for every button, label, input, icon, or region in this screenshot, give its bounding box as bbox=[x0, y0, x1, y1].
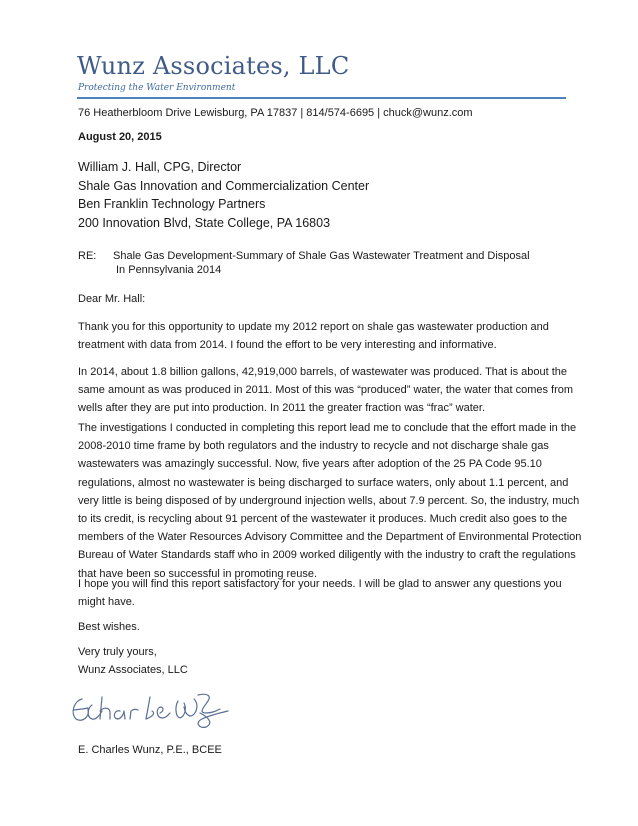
paragraph-line: same amount as was produced in 2011. Most of this was “produced” water, the water that comes from bbox=[78, 384, 574, 397]
paragraph-line: I hope you will find this report satisfactory for your needs. I will be glad to answer any questions you bbox=[78, 578, 562, 590]
paragraph-line: members of the Water Resources Advisory Committee and the Department of Environmental Protection bbox=[78, 531, 582, 544]
subject-label: RE: bbox=[78, 250, 97, 262]
paragraph-line: 2008-2010 time frame by both regulators and the industry to recycle and not discharge shale gas bbox=[78, 440, 549, 453]
paragraph-line: The investigations I conducted in completing this report lead me to conclude that the effort made in the bbox=[78, 422, 577, 434]
addressee-line: William J. Hall, CPG, Director bbox=[78, 160, 242, 174]
letterhead-rule bbox=[77, 97, 566, 99]
addressee-block bbox=[78, 158, 369, 232]
paragraph-line: very little is being disposed of by underground injection wells, about 7.9 percent. So, the industry, much bbox=[78, 494, 580, 507]
paragraph-line: regulations, almost no wastewater is being discharged to surface waters, only about 1.1 percent, and bbox=[78, 476, 569, 489]
paragraph-1 bbox=[78, 318, 558, 354]
firm-name: Wunz Associates, LLC bbox=[77, 52, 350, 80]
paragraph-4 bbox=[78, 575, 562, 611]
addressee-line: Ben Franklin Technology Partners bbox=[78, 197, 266, 211]
addressee-line: Shale Gas Innovation and Commercialization Center bbox=[78, 178, 370, 193]
paragraph-3 bbox=[78, 419, 582, 583]
firm-tagline: Protecting the Water Environment bbox=[78, 83, 236, 93]
paragraph-line: Thank you for this opportunity to update my 2012 report on shale gas wastewater production and bbox=[78, 321, 549, 333]
contact-line: 76 Heatherbloom Drive Lewisburg, PA 17837 | 814/574-6695 | chuck@wunz.com bbox=[78, 107, 473, 119]
paragraph-2 bbox=[78, 363, 574, 418]
letter-date: August 20, 2015 bbox=[78, 131, 162, 143]
paragraph-line: wastewaters was amazingly successful. Now, five years after adoption of the 25 PA Code 95.10 bbox=[78, 458, 542, 471]
salutation: Dear Mr. Hall: bbox=[78, 293, 146, 305]
signer-name: E. Charles Wunz, P.E., BCEE bbox=[78, 744, 222, 756]
signature-image bbox=[60, 683, 250, 733]
paragraph-line: treatment with data from 2014. I found the effort to be very interesting and informative. bbox=[78, 339, 497, 352]
closing-firm: Wunz Associates, LLC bbox=[78, 664, 188, 676]
paragraph-line: might have. bbox=[78, 596, 135, 609]
paragraph-line: wells after they are put into production. In 2011 the greater fraction was “frac” water. bbox=[78, 402, 486, 415]
paragraph-line: In 2014, about 1.8 billion gallons, 42,919,000 barrels, of wastewater was produced. That is about the bbox=[78, 366, 568, 378]
subject-line: In Pennsylvania 2014 bbox=[116, 264, 222, 276]
addressee-line: 200 Innovation Blvd, State College, PA 16803 bbox=[78, 215, 331, 230]
paragraph-line: that have been so successful in promoting reuse. bbox=[78, 567, 318, 580]
paragraph-line: Bureau of Water Standards staff who in 2009 worked diligently with the industry to craft the regulations bbox=[78, 549, 576, 562]
paragraph-line: to its credit, is recycling about 91 percent of the wastewater it produces. Much credit also goes to the bbox=[78, 513, 568, 526]
closing-wishes: Best wishes. bbox=[78, 621, 140, 633]
valediction: Very truly yours, bbox=[78, 646, 157, 658]
subject-line: Shale Gas Development-Summary of Shale Gas Wastewater Treatment and Disposal bbox=[113, 250, 530, 262]
